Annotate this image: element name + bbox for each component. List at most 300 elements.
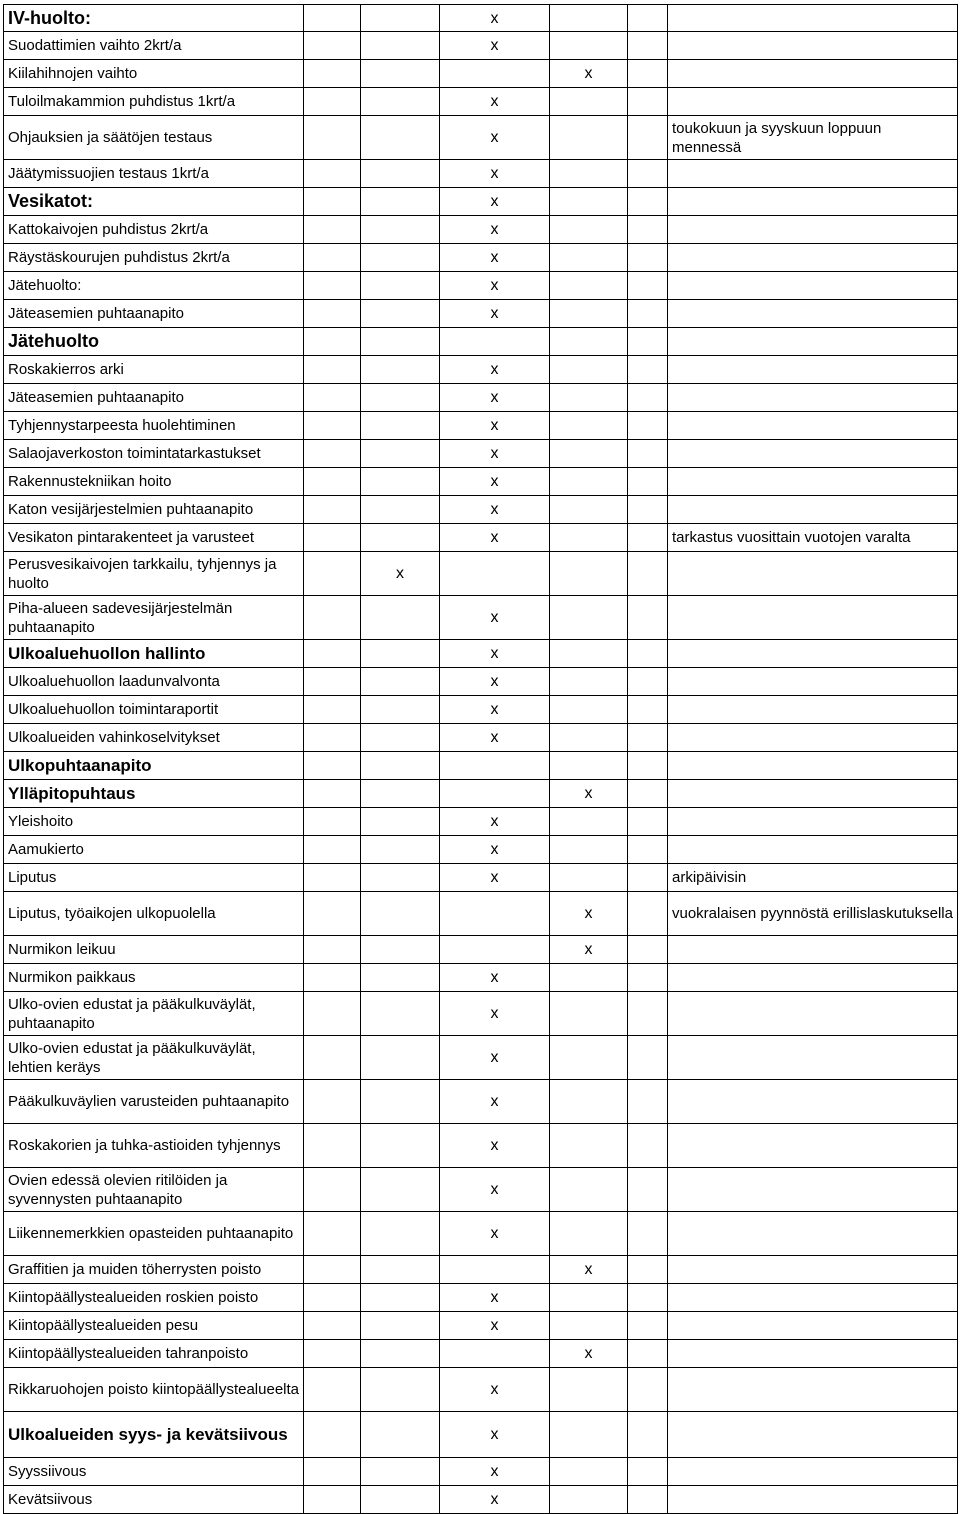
table-row: [4, 596, 958, 640]
task-label: Ulkoaluehuollon toimintaraportit: [4, 696, 304, 724]
empty-cell: [550, 640, 628, 668]
empty-cell: [628, 1340, 668, 1368]
task-note: [668, 964, 958, 992]
empty-cell: [550, 216, 628, 244]
empty-cell: [440, 60, 550, 88]
empty-cell: [550, 524, 628, 552]
table-row: [4, 696, 958, 724]
empty-cell: [304, 964, 361, 992]
empty-cell: [304, 892, 361, 936]
empty-cell: [304, 552, 361, 596]
table-row: [4, 668, 958, 696]
table-row: [4, 60, 958, 88]
empty-cell: [304, 356, 361, 384]
empty-cell: [628, 1368, 668, 1412]
task-mark: x: [440, 160, 550, 188]
empty-cell: [550, 752, 628, 780]
empty-cell: [628, 1486, 668, 1514]
task-mark: x: [440, 1124, 550, 1168]
task-note: [668, 1340, 958, 1368]
empty-cell: [304, 1368, 361, 1412]
empty-cell: [361, 864, 440, 892]
empty-cell: [550, 300, 628, 328]
task-mark: x: [440, 356, 550, 384]
task-mark: [440, 328, 550, 356]
empty-cell: [628, 724, 668, 752]
task-note: [668, 216, 958, 244]
empty-cell: [628, 88, 668, 116]
empty-cell: [628, 640, 668, 668]
task-note: [668, 384, 958, 412]
task-note: [668, 724, 958, 752]
empty-cell: [304, 88, 361, 116]
task-label: Räystäskourujen puhdistus 2krt/a: [4, 244, 304, 272]
empty-cell: [628, 1412, 668, 1458]
table-row: [4, 412, 958, 440]
task-note: tarkastus vuosittain vuotojen varalta: [668, 524, 958, 552]
section-heading: Jätehuolto: [4, 328, 304, 356]
table-row: [4, 640, 958, 668]
table-row: [4, 1486, 958, 1514]
empty-cell: [628, 60, 668, 88]
task-mark: x: [440, 412, 550, 440]
empty-cell: [628, 1458, 668, 1486]
empty-cell: [550, 440, 628, 468]
task-note: [668, 1036, 958, 1080]
empty-cell: [361, 892, 440, 936]
empty-cell: [304, 864, 361, 892]
task-label: Tuloilmakammion puhdistus 1krt/a: [4, 88, 304, 116]
task-label: Ulkoaluehuollon laadunvalvonta: [4, 668, 304, 696]
task-note: [668, 596, 958, 640]
table-row: [4, 188, 958, 216]
empty-cell: [628, 188, 668, 216]
empty-cell: [361, 160, 440, 188]
empty-cell: [304, 1284, 361, 1312]
empty-cell: [628, 216, 668, 244]
task-note: [668, 1412, 958, 1458]
empty-cell: [361, 244, 440, 272]
table-row: [4, 724, 958, 752]
task-note: [668, 780, 958, 808]
empty-cell: [361, 1458, 440, 1486]
empty-cell: [304, 300, 361, 328]
empty-cell: [304, 668, 361, 696]
empty-cell: [628, 864, 668, 892]
empty-cell: [304, 216, 361, 244]
empty-cell: [628, 892, 668, 936]
empty-cell: [550, 32, 628, 60]
table-row: [4, 1212, 958, 1256]
empty-cell: [550, 116, 628, 160]
task-mark: x: [440, 1212, 550, 1256]
task-note: arkipäivisin: [668, 864, 958, 892]
task-label: Ovien edessä olevien ritilöiden ja syvennysten puhtaanapito: [4, 1168, 304, 1212]
table-row: [4, 1036, 958, 1080]
task-mark: x: [440, 88, 550, 116]
task-label: Kiintopäällystealueiden roskien poisto: [4, 1284, 304, 1312]
task-label: Syyssiivous: [4, 1458, 304, 1486]
empty-cell: [361, 356, 440, 384]
task-mark: [440, 752, 550, 780]
empty-cell: [304, 1412, 361, 1458]
task-note: [668, 1080, 958, 1124]
empty-cell: [304, 524, 361, 552]
task-note: [668, 668, 958, 696]
empty-cell: [550, 1486, 628, 1514]
empty-cell: [550, 1458, 628, 1486]
empty-cell: [361, 1412, 440, 1458]
task-mark: x: [550, 936, 628, 964]
empty-cell: [361, 1212, 440, 1256]
empty-cell: [550, 696, 628, 724]
empty-cell: [628, 1036, 668, 1080]
empty-cell: [628, 356, 668, 384]
empty-cell: [440, 936, 550, 964]
task-label: Jäätymissuojien testaus 1krt/a: [4, 160, 304, 188]
empty-cell: [304, 1212, 361, 1256]
empty-cell: [550, 836, 628, 864]
task-mark: x: [440, 1486, 550, 1514]
task-mark: x: [440, 724, 550, 752]
empty-cell: [304, 1168, 361, 1212]
task-mark: x: [440, 992, 550, 1036]
empty-cell: [628, 696, 668, 724]
empty-cell: [550, 468, 628, 496]
empty-cell: [628, 780, 668, 808]
empty-cell: [304, 272, 361, 300]
task-label: Tyhjennystarpeesta huolehtiminen: [4, 412, 304, 440]
empty-cell: [361, 412, 440, 440]
task-note: [668, 160, 958, 188]
empty-cell: [550, 596, 628, 640]
empty-cell: [628, 468, 668, 496]
empty-cell: [550, 1312, 628, 1340]
empty-cell: [361, 1284, 440, 1312]
task-label: Jäteasemien puhtaanapito: [4, 384, 304, 412]
task-mark: x: [440, 5, 550, 32]
task-note: [668, 1124, 958, 1168]
empty-cell: [628, 596, 668, 640]
table-row: [4, 116, 958, 160]
table-row: [4, 1080, 958, 1124]
table-row: [4, 1458, 958, 1486]
empty-cell: [550, 160, 628, 188]
table-row: [4, 468, 958, 496]
empty-cell: [628, 160, 668, 188]
task-mark: x: [440, 32, 550, 60]
empty-cell: [628, 328, 668, 356]
empty-cell: [550, 412, 628, 440]
section-heading: IV-huolto:: [4, 5, 304, 32]
empty-cell: [550, 496, 628, 524]
empty-cell: [361, 780, 440, 808]
task-table-body: [4, 5, 958, 1514]
empty-cell: [361, 640, 440, 668]
task-note: [668, 60, 958, 88]
table-row: [4, 272, 958, 300]
empty-cell: [550, 1368, 628, 1412]
empty-cell: [361, 216, 440, 244]
task-mark: x: [440, 596, 550, 640]
task-note: [668, 32, 958, 60]
task-mark: x: [440, 1412, 550, 1458]
task-note: [668, 696, 958, 724]
table-row: [4, 1412, 958, 1458]
section-heading: Ulkoalueiden syys- ja kevätsiivous: [4, 1412, 304, 1458]
empty-cell: [628, 1124, 668, 1168]
empty-cell: [628, 524, 668, 552]
task-label: Ulko-ovien edustat ja pääkulkuväylät, lehtien keräys: [4, 1036, 304, 1080]
task-label: Roskakorien ja tuhka-astioiden tyhjennys: [4, 1124, 304, 1168]
empty-cell: [361, 1036, 440, 1080]
empty-cell: [304, 5, 361, 32]
empty-cell: [550, 188, 628, 216]
empty-cell: [550, 88, 628, 116]
task-label: Liputus, työaikojen ulkopuolella: [4, 892, 304, 936]
table-row: [4, 552, 958, 596]
table-row: [4, 836, 958, 864]
empty-cell: [550, 384, 628, 412]
task-note: [668, 1368, 958, 1412]
empty-cell: [550, 1212, 628, 1256]
empty-cell: [304, 116, 361, 160]
empty-cell: [628, 440, 668, 468]
task-mark: x: [440, 1368, 550, 1412]
empty-cell: [304, 440, 361, 468]
task-mark: x: [440, 468, 550, 496]
empty-cell: [361, 1312, 440, 1340]
task-label: Liputus: [4, 864, 304, 892]
empty-cell: [361, 1368, 440, 1412]
empty-cell: [361, 836, 440, 864]
task-label: Suodattimien vaihto 2krt/a: [4, 32, 304, 60]
table-row: [4, 244, 958, 272]
empty-cell: [440, 780, 550, 808]
empty-cell: [361, 524, 440, 552]
empty-cell: [550, 5, 628, 32]
task-label: Kiilahihnojen vaihto: [4, 60, 304, 88]
empty-cell: [628, 1080, 668, 1124]
table-row: [4, 1368, 958, 1412]
table-row: [4, 384, 958, 412]
table-row: [4, 88, 958, 116]
empty-cell: [304, 752, 361, 780]
empty-cell: [361, 1340, 440, 1368]
table-row: [4, 1168, 958, 1212]
empty-cell: [361, 496, 440, 524]
table-row: [4, 752, 958, 780]
empty-cell: [361, 60, 440, 88]
empty-cell: [628, 836, 668, 864]
empty-cell: [628, 1312, 668, 1340]
task-label: Nurmikon leikuu: [4, 936, 304, 964]
empty-cell: [550, 1080, 628, 1124]
table-row: [4, 216, 958, 244]
empty-cell: [304, 496, 361, 524]
empty-cell: [304, 596, 361, 640]
task-mark: x: [440, 188, 550, 216]
empty-cell: [304, 188, 361, 216]
empty-cell: [550, 864, 628, 892]
task-label: Perusvesikaivojen tarkkailu, tyhjennys ja huolto: [4, 552, 304, 596]
table-row: [4, 892, 958, 936]
task-note: [668, 808, 958, 836]
task-note: [668, 5, 958, 32]
table-row: [4, 356, 958, 384]
table-row: [4, 524, 958, 552]
task-note: [668, 1312, 958, 1340]
task-mark: x: [440, 864, 550, 892]
empty-cell: [440, 1256, 550, 1284]
empty-cell: [304, 1124, 361, 1168]
empty-cell: [304, 1256, 361, 1284]
empty-cell: [304, 1036, 361, 1080]
task-label: Liikennemerkkien opasteiden puhtaanapito: [4, 1212, 304, 1256]
task-label: Pääkulkuväylien varusteiden puhtaanapito: [4, 1080, 304, 1124]
task-note: toukokuun ja syyskuun loppuun mennessä: [668, 116, 958, 160]
empty-cell: [361, 964, 440, 992]
task-note: [668, 1284, 958, 1312]
table-row: [4, 328, 958, 356]
empty-cell: [304, 724, 361, 752]
empty-cell: [304, 328, 361, 356]
empty-cell: [550, 272, 628, 300]
table-row: [4, 1124, 958, 1168]
task-mark: x: [440, 1080, 550, 1124]
empty-cell: [304, 1458, 361, 1486]
task-mark: x: [440, 836, 550, 864]
empty-cell: [361, 992, 440, 1036]
section-heading: Ulkopuhtaanapito: [4, 752, 304, 780]
task-mark: x: [440, 524, 550, 552]
empty-cell: [628, 1256, 668, 1284]
task-note: [668, 836, 958, 864]
task-note: [668, 468, 958, 496]
empty-cell: [304, 244, 361, 272]
empty-cell: [361, 272, 440, 300]
table-row: [4, 1312, 958, 1340]
empty-cell: [550, 1036, 628, 1080]
task-note: [668, 1168, 958, 1212]
empty-cell: [628, 1284, 668, 1312]
task-note: vuokralaisen pyynnöstä erillislaskutuksella: [668, 892, 958, 936]
empty-cell: [304, 160, 361, 188]
empty-cell: [304, 1080, 361, 1124]
table-row: [4, 32, 958, 60]
empty-cell: [304, 1486, 361, 1514]
empty-cell: [628, 5, 668, 32]
empty-cell: [304, 808, 361, 836]
empty-cell: [550, 1168, 628, 1212]
table-row: [4, 496, 958, 524]
task-label: Roskakierros arki: [4, 356, 304, 384]
task-label: Kiintopäällystealueiden pesu: [4, 1312, 304, 1340]
task-note: [668, 328, 958, 356]
empty-cell: [628, 384, 668, 412]
empty-cell: [628, 300, 668, 328]
task-mark: x: [440, 808, 550, 836]
empty-cell: [304, 836, 361, 864]
task-note: [668, 188, 958, 216]
empty-cell: [361, 596, 440, 640]
empty-cell: [550, 328, 628, 356]
table-row: [4, 964, 958, 992]
task-mark: x: [440, 668, 550, 696]
table-row: [4, 1256, 958, 1284]
empty-cell: [361, 116, 440, 160]
task-mark: x: [440, 440, 550, 468]
empty-cell: [304, 1312, 361, 1340]
empty-cell: [304, 60, 361, 88]
empty-cell: [361, 468, 440, 496]
table-row: [4, 300, 958, 328]
task-mark: x: [361, 552, 440, 596]
empty-cell: [361, 32, 440, 60]
task-mark: x: [440, 496, 550, 524]
task-note: [668, 496, 958, 524]
task-label: Graffitien ja muiden töherrysten poisto: [4, 1256, 304, 1284]
empty-cell: [361, 328, 440, 356]
empty-cell: [361, 1124, 440, 1168]
task-note: [668, 1256, 958, 1284]
task-label: Kiintopäällystealueiden tahranpoisto: [4, 1340, 304, 1368]
task-mark: x: [440, 1168, 550, 1212]
empty-cell: [550, 1124, 628, 1168]
empty-cell: [550, 992, 628, 1036]
task-label: Rakennustekniikan hoito: [4, 468, 304, 496]
task-mark: x: [440, 216, 550, 244]
empty-cell: [361, 300, 440, 328]
task-label: Jäteasemien puhtaanapito: [4, 300, 304, 328]
task-mark: x: [440, 116, 550, 160]
table-row: [4, 780, 958, 808]
empty-cell: [361, 696, 440, 724]
empty-cell: [361, 668, 440, 696]
task-note: [668, 1486, 958, 1514]
task-mark: x: [550, 892, 628, 936]
task-mark: x: [440, 244, 550, 272]
task-label: Piha-alueen sadevesijärjestelmän puhtaanapito: [4, 596, 304, 640]
task-mark: x: [440, 300, 550, 328]
task-note: [668, 992, 958, 1036]
task-mark: x: [440, 1458, 550, 1486]
empty-cell: [304, 992, 361, 1036]
empty-cell: [628, 936, 668, 964]
task-label: Yleishoito: [4, 808, 304, 836]
empty-cell: [304, 696, 361, 724]
task-label: Jätehuolto:: [4, 272, 304, 300]
task-mark: x: [440, 640, 550, 668]
table-row: [4, 1340, 958, 1368]
empty-cell: [361, 88, 440, 116]
empty-cell: [628, 992, 668, 1036]
empty-cell: [628, 752, 668, 780]
empty-cell: [361, 1256, 440, 1284]
task-note: [668, 88, 958, 116]
task-label: Vesikaton pintarakenteet ja varusteet: [4, 524, 304, 552]
empty-cell: [304, 780, 361, 808]
task-mark: x: [440, 1036, 550, 1080]
task-label: Ulkoalueiden vahinkoselvitykset: [4, 724, 304, 752]
section-heading: Vesikatot:: [4, 188, 304, 216]
table-row: [4, 936, 958, 964]
empty-cell: [361, 1486, 440, 1514]
empty-cell: [304, 412, 361, 440]
empty-cell: [628, 116, 668, 160]
task-label: Katon vesijärjestelmien puhtaanapito: [4, 496, 304, 524]
empty-cell: [628, 412, 668, 440]
